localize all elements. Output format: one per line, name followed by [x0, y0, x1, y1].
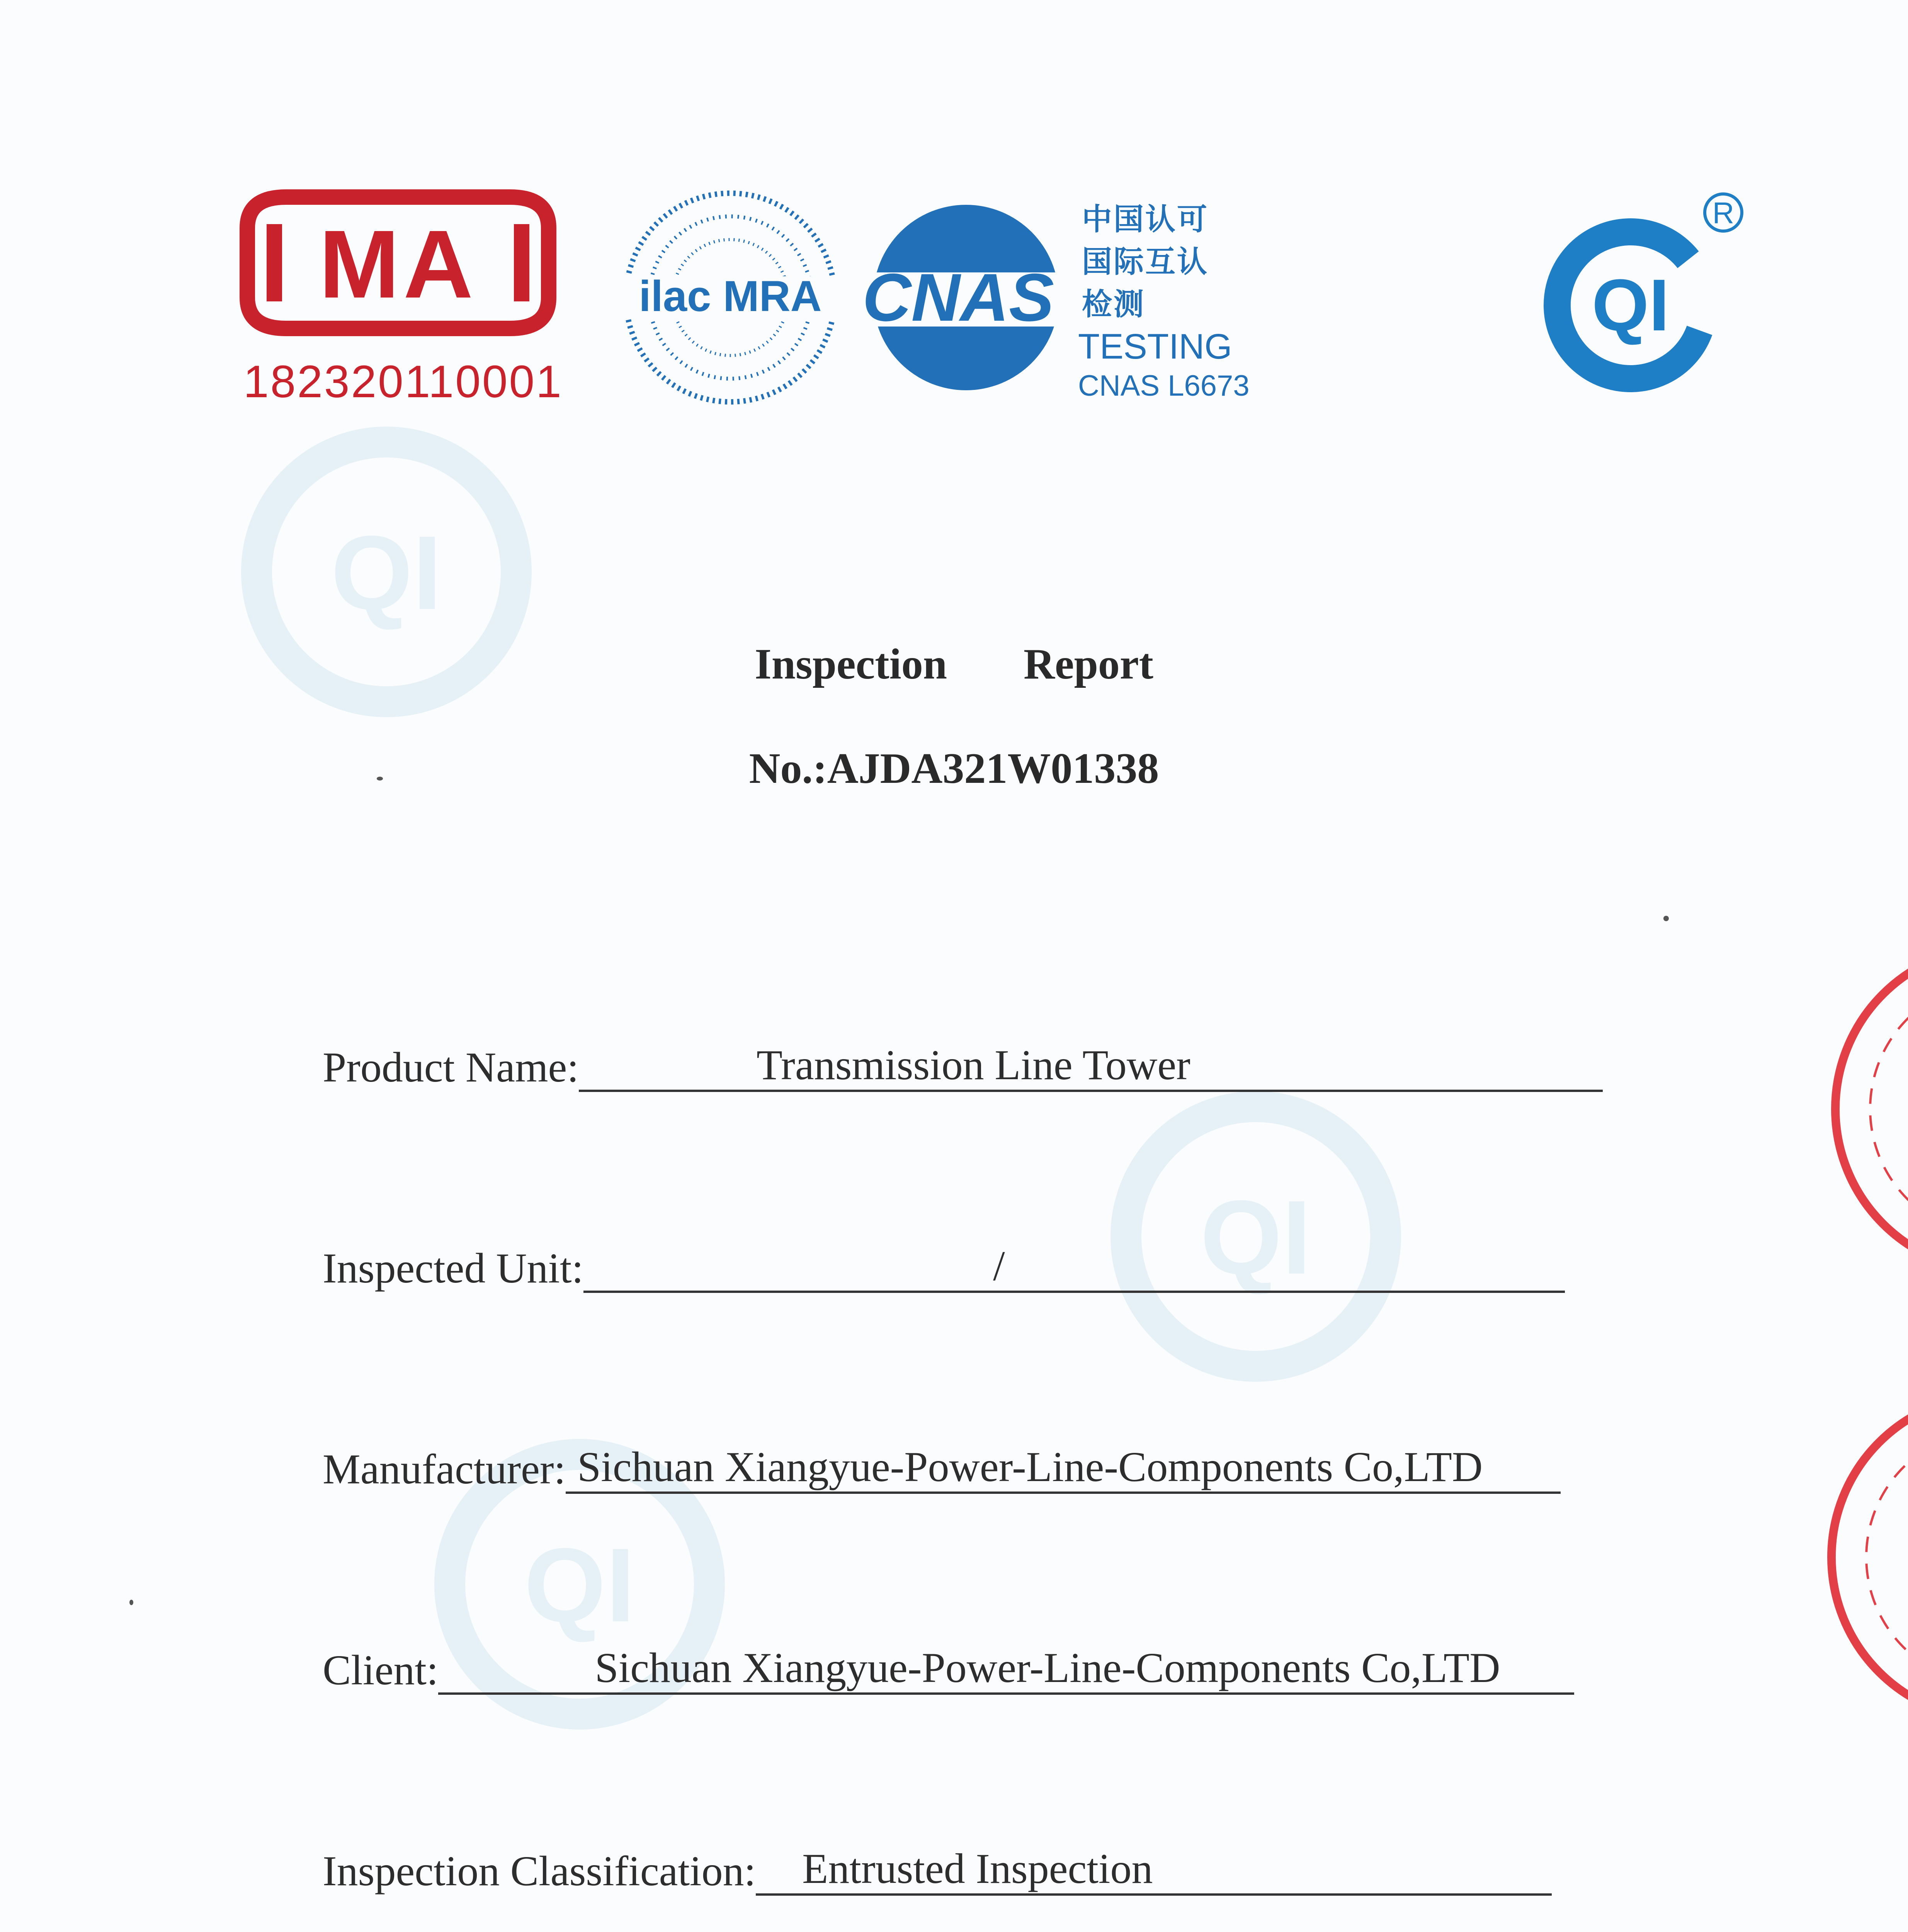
- cnas-cn-line-1: 中国认可: [1082, 202, 1209, 236]
- watermark-qi-2: [1101, 1082, 1410, 1391]
- inspected-unit-label: Inspected Unit:: [323, 1245, 584, 1292]
- client-label: Client:: [323, 1646, 439, 1694]
- cnas-logo: [838, 197, 1078, 398]
- client-value: Sichuan Xiangyue-Power-Line-Components Co,LTD: [595, 1644, 1500, 1691]
- cma-certificate-number: 182320110001: [243, 356, 563, 407]
- client-underline: [438, 1642, 1574, 1695]
- product-name-underline: [579, 1039, 1603, 1092]
- svg-text:CNAS: CNAS: [862, 260, 1054, 335]
- scan-speck: [377, 777, 383, 781]
- scan-speck: [129, 1600, 133, 1605]
- manufacturer-value: Sichuan Xiangyue-Power-Line-Components Co,LTD: [577, 1443, 1483, 1490]
- field-inspected-unit: [323, 1240, 1565, 1293]
- inspected-unit-underline: [583, 1240, 1565, 1293]
- partial-stamp-edge-top: [1816, 935, 1908, 1283]
- svg-text:QI: QI: [1200, 1179, 1311, 1296]
- cnas-cn-line-3: 检测: [1082, 287, 1146, 321]
- inspection-classification-underline: [756, 1843, 1552, 1896]
- inspection-classification-label: Inspection Classification:: [323, 1847, 756, 1895]
- cnas-cn-line-2: 国际互认: [1082, 245, 1209, 279]
- cnas-testing-label: TESTING: [1078, 327, 1232, 366]
- svg-text:R: R: [1712, 196, 1735, 230]
- svg-text:ilac MRA: ilac MRA: [639, 272, 822, 320]
- cnas-code: CNAS L6673: [1078, 369, 1250, 402]
- svg-text:QI: QI: [524, 1526, 635, 1644]
- field-client: [323, 1642, 1574, 1695]
- cql-qi-logo: [1538, 182, 1754, 398]
- partial-stamp-edge-bottom: [1812, 1383, 1908, 1731]
- svg-text:MA: MA: [319, 210, 477, 318]
- inspection-classification-value: Entrusted Inspection: [802, 1845, 1153, 1892]
- svg-text:QI: QI: [1592, 264, 1670, 346]
- report-number: No.:AJDA321W01338: [749, 745, 1159, 793]
- field-inspection-classification: [323, 1843, 1552, 1896]
- report-title: Inspection Report: [755, 640, 1153, 688]
- svg-text:QI: QI: [331, 514, 442, 631]
- manufacturer-underline: [566, 1441, 1561, 1494]
- inspected-unit-value: /: [993, 1242, 1005, 1289]
- cma-logo: [240, 182, 556, 344]
- field-product-name: [323, 1039, 1603, 1092]
- scan-speck: [1663, 916, 1669, 921]
- ilac-mra-logo: [614, 182, 846, 413]
- product-name-label: Product Name:: [323, 1044, 579, 1091]
- manufacturer-label: Manufacturer:: [323, 1446, 566, 1493]
- product-name-value: Transmission Line Tower: [756, 1041, 1190, 1088]
- field-manufacturer: [323, 1441, 1561, 1494]
